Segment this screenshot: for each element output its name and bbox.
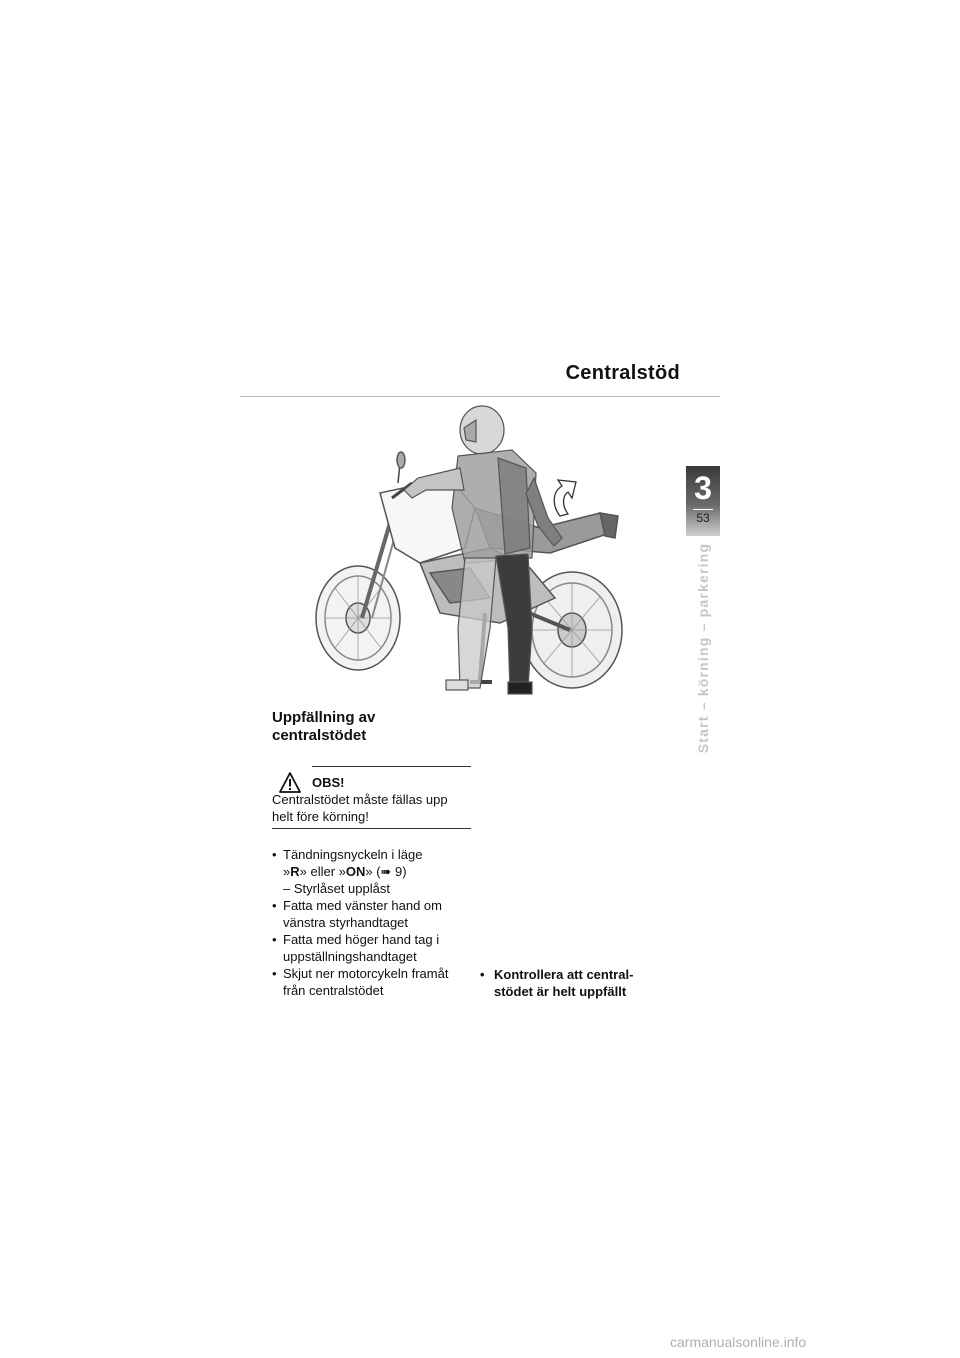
step-1-sub: – Styrlåset upplåst (283, 881, 390, 896)
page-number: 53 (696, 511, 710, 525)
page-title: Centralstöd (565, 362, 680, 384)
section-heading-line1: Uppfällning av (272, 709, 376, 726)
final-check-step (478, 966, 668, 1000)
notice-label: OBS! (312, 775, 345, 790)
notice-top-rule (312, 766, 471, 767)
final-step-line1: • Kontrollera att central- (478, 966, 668, 983)
watermark: carmanualsonline.info (670, 1334, 807, 1350)
step-1-line1: • Tändningsnyckeln i läge (272, 846, 477, 863)
chapter-side-label (688, 542, 718, 754)
instruction-list (272, 846, 477, 999)
motorcycle-centre-stand-illustration (300, 398, 660, 703)
step-1-connector: » eller » (299, 864, 346, 879)
notice-text-line2: helt före körning! (272, 809, 369, 824)
curved-arrow-icon (554, 480, 576, 516)
step-3-line1: • Fatta med höger hand tag i (272, 931, 477, 948)
key-position-r: R (290, 864, 300, 879)
final-step-line2: stödet är helt uppfällt (494, 984, 627, 999)
step-4-line1: • Skjut ner motorcykeln framåt (272, 965, 477, 982)
step-1-line2 (272, 863, 477, 880)
step-2-line2: vänstra styrhandtaget (283, 915, 409, 930)
chapter-number: 3 (694, 470, 712, 506)
section-heading (272, 709, 472, 745)
chapter-title: Start – körning – parkering (695, 542, 711, 754)
step-1-reference: » (➠ 9) (365, 864, 407, 879)
notice-text-line1: Centralstödet måste fällas upp (272, 792, 448, 807)
key-position-on: ON (345, 864, 366, 879)
section-heading-line2: centralstödet (272, 727, 367, 744)
step-2-line1: • Fatta med vänster hand om (272, 897, 477, 914)
step-1-quote-open: » (283, 864, 291, 879)
chapter-tab (686, 466, 720, 536)
notice-text (272, 791, 471, 825)
title-divider (240, 396, 720, 397)
notice-bottom-rule (272, 828, 471, 829)
step-3-line2: uppställningshandtaget (283, 949, 417, 964)
step-4-line2: från centralstödet (283, 983, 384, 998)
